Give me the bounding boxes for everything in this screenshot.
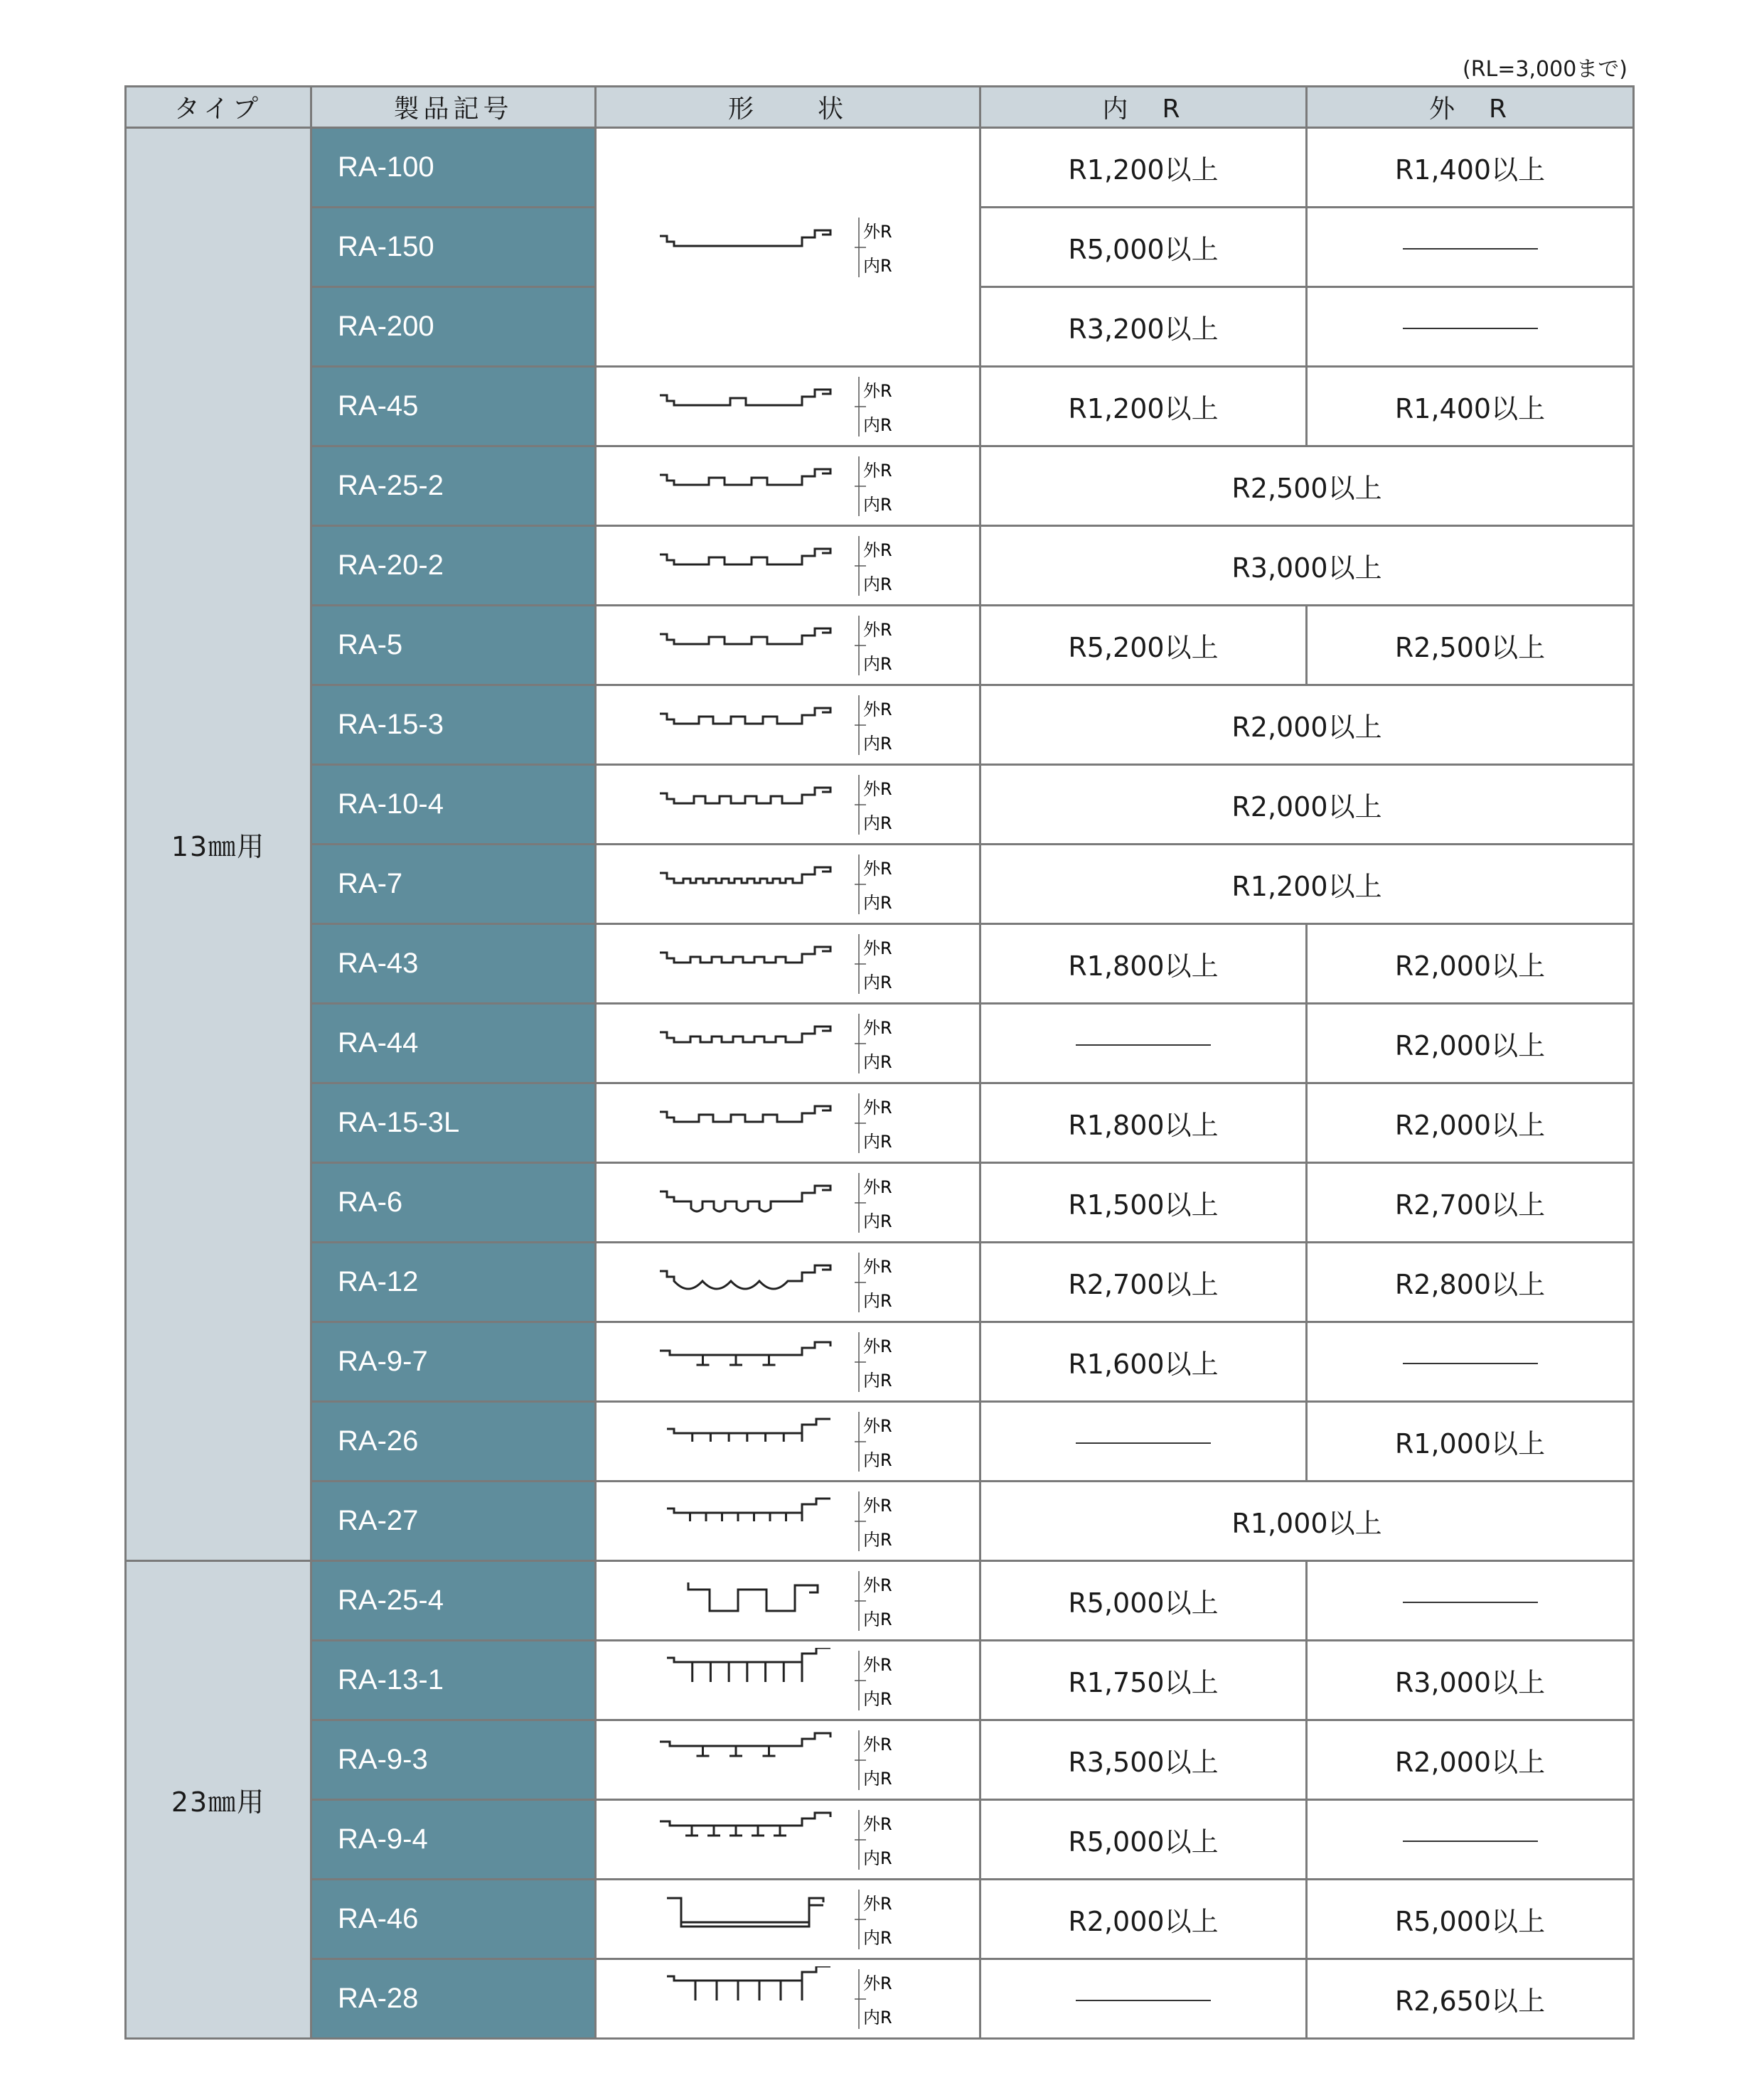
inner-r-label: 内R xyxy=(863,1609,892,1629)
outer-r-value xyxy=(1307,208,1634,287)
table-row xyxy=(126,685,1634,765)
product-code: RA-20-2 xyxy=(311,526,596,606)
outer-r-label: 外R xyxy=(863,619,892,640)
inner-r-value: R1,800以上 xyxy=(980,924,1307,1004)
product-code: RA-5 xyxy=(311,606,596,685)
profile-line xyxy=(667,1966,830,2000)
header-type: タイプ xyxy=(126,87,311,128)
product-code: RA-44 xyxy=(311,1004,596,1083)
profile-line xyxy=(660,549,830,564)
inner-r-label: 内R xyxy=(863,1211,892,1231)
outer-r-value xyxy=(1307,1561,1634,1641)
profile-line xyxy=(667,1419,830,1442)
profile-line xyxy=(660,1733,830,1756)
product-code: RA-6 xyxy=(311,1163,596,1243)
inner-r-value: R1,200以上 xyxy=(980,367,1307,446)
profile-line xyxy=(660,1186,830,1211)
profile-shape xyxy=(653,215,923,280)
not-applicable-dash xyxy=(1076,1044,1211,1046)
profile-line xyxy=(660,628,830,644)
inner-r-label: 内R xyxy=(863,1529,892,1550)
shape-cell xyxy=(596,924,980,1004)
outer-r-label: 外R xyxy=(863,1734,892,1755)
inner-r-label: 内R xyxy=(863,574,892,594)
outer-r-value: R3,000以上 xyxy=(1307,1641,1634,1720)
profile-line xyxy=(660,947,830,963)
profile-shape xyxy=(653,1011,923,1076)
inner-r-label: 内R xyxy=(863,972,892,992)
profile-line xyxy=(660,1027,830,1042)
inner-r-value: R5,000以上 xyxy=(980,1800,1307,1880)
product-code: RA-9-3 xyxy=(311,1720,596,1800)
not-applicable-dash xyxy=(1403,328,1538,329)
not-applicable-dash xyxy=(1076,2000,1211,2001)
shape-cell xyxy=(596,1482,980,1561)
outer-r-label: 外R xyxy=(863,1495,892,1516)
table-row xyxy=(126,1243,1634,1322)
header-row xyxy=(126,87,1634,128)
profile-shape xyxy=(653,1250,923,1315)
profile-shape xyxy=(653,1648,923,1713)
product-code: RA-25-4 xyxy=(311,1561,596,1641)
inner-r-value: R1,600以上 xyxy=(980,1322,1307,1402)
table-row xyxy=(126,1163,1634,1243)
shape-cell xyxy=(596,845,980,924)
profile-shape xyxy=(653,1489,923,1554)
not-applicable-dash xyxy=(1403,248,1538,250)
shape-cell xyxy=(596,765,980,845)
outer-r-value: R5,000以上 xyxy=(1307,1880,1634,1959)
outer-r-value: R2,500以上 xyxy=(1307,606,1634,685)
product-code: RA-43 xyxy=(311,924,596,1004)
shape-cell xyxy=(596,526,980,606)
profile-line xyxy=(660,390,830,405)
outer-r-value xyxy=(1307,287,1634,367)
profile-shape xyxy=(653,692,923,758)
inner-r-label: 内R xyxy=(863,1927,892,1948)
shape-cell xyxy=(596,1402,980,1482)
product-table xyxy=(124,85,1635,2040)
product-code: RA-13-1 xyxy=(311,1641,596,1720)
table-row xyxy=(126,606,1634,685)
product-code: RA-100 xyxy=(311,128,596,208)
profile-shape xyxy=(653,1091,923,1156)
table-row xyxy=(126,367,1634,446)
outer-r-label: 外R xyxy=(863,1177,892,1197)
profile-line xyxy=(660,1265,830,1289)
type-cell: 23㎜用 xyxy=(126,1561,311,2039)
outer-r-label: 外R xyxy=(863,221,892,242)
profile-shape xyxy=(653,613,923,678)
outer-r-label: 外R xyxy=(863,1893,892,1914)
header-code: 製品記号 xyxy=(311,87,596,128)
inner-r-label: 内R xyxy=(863,892,892,913)
inner-r-label: 内R xyxy=(863,414,892,435)
header-outer-r: 外 R xyxy=(1307,87,1634,128)
outer-r-value: R2,000以上 xyxy=(1307,1083,1634,1163)
profile-line xyxy=(660,1342,830,1365)
inner-r-label: 内R xyxy=(863,1688,892,1709)
outer-r-label: 外R xyxy=(863,699,892,719)
combined-r-value: R2,000以上 xyxy=(980,685,1634,765)
outer-r-label: 外R xyxy=(863,540,892,560)
inner-r-label: 内R xyxy=(863,1848,892,1868)
table-row xyxy=(126,1322,1634,1402)
shape-cell xyxy=(596,1243,980,1322)
shape-cell xyxy=(596,1720,980,1800)
inner-r-label: 内R xyxy=(863,653,892,674)
outer-r-value: R1,400以上 xyxy=(1307,128,1634,208)
outer-r-value: R2,000以上 xyxy=(1307,1720,1634,1800)
outer-r-value xyxy=(1307,1322,1634,1402)
shape-cell xyxy=(596,446,980,526)
product-code: RA-12 xyxy=(311,1243,596,1322)
combined-r-value: R1,000以上 xyxy=(980,1482,1634,1561)
inner-r-value: R5,000以上 xyxy=(980,1561,1307,1641)
shape-cell xyxy=(596,1800,980,1880)
table-row xyxy=(126,765,1634,845)
shape-cell xyxy=(596,606,980,685)
product-code: RA-15-3 xyxy=(311,685,596,765)
profile-shape xyxy=(653,1568,923,1634)
product-code: RA-46 xyxy=(311,1880,596,1959)
outer-r-label: 外R xyxy=(863,1814,892,1834)
shape-cell xyxy=(596,1561,980,1641)
profile-shape xyxy=(653,1409,923,1474)
range-note: (RL=3,000まで) xyxy=(1463,57,1627,82)
profile-line xyxy=(660,469,830,485)
profile-shape xyxy=(653,1329,923,1395)
product-code: RA-15-3L xyxy=(311,1083,596,1163)
outer-r-label: 外R xyxy=(863,1973,892,1993)
product-code: RA-9-4 xyxy=(311,1800,596,1880)
table-row xyxy=(126,1880,1634,1959)
table-row xyxy=(126,1959,1634,2039)
outer-r-value xyxy=(1307,1800,1634,1880)
profile-line xyxy=(660,867,830,883)
shape-cell xyxy=(596,685,980,765)
shape-cell xyxy=(596,1959,980,2039)
outer-r-label: 外R xyxy=(863,1654,892,1675)
table-row xyxy=(126,446,1634,526)
inner-r-label: 内R xyxy=(863,1051,892,1072)
outer-r-label: 外R xyxy=(863,1097,892,1118)
product-code: RA-150 xyxy=(311,208,596,287)
combined-r-value: R2,500以上 xyxy=(980,446,1634,526)
combined-r-value: R1,200以上 xyxy=(980,845,1634,924)
inner-r-label: 内R xyxy=(863,255,892,276)
inner-r-label: 内R xyxy=(863,1450,892,1470)
profile-shape xyxy=(653,1887,923,1952)
combined-r-value: R3,000以上 xyxy=(980,526,1634,606)
inner-r-label: 内R xyxy=(863,1290,892,1311)
inner-r-value: R5,200以上 xyxy=(980,606,1307,685)
profile-shape xyxy=(653,1170,923,1236)
outer-r-label: 外R xyxy=(863,858,892,879)
inner-r-label: 内R xyxy=(863,1370,892,1391)
shape-cell xyxy=(596,128,980,367)
outer-r-value: R2,650以上 xyxy=(1307,1959,1634,2039)
outer-r-label: 外R xyxy=(863,1336,892,1356)
shape-cell xyxy=(596,1163,980,1243)
shape-cell xyxy=(596,1004,980,1083)
outer-r-label: 外R xyxy=(863,1017,892,1038)
outer-r-value: R2,000以上 xyxy=(1307,1004,1634,1083)
inner-r-value: R5,000以上 xyxy=(980,208,1307,287)
product-code: RA-200 xyxy=(311,287,596,367)
table-row xyxy=(126,128,1634,208)
outer-r-label: 外R xyxy=(863,1575,892,1595)
table-row xyxy=(126,1641,1634,1720)
profile-line xyxy=(660,1106,830,1122)
table-row xyxy=(126,526,1634,606)
table-row xyxy=(126,1720,1634,1800)
profile-shape xyxy=(653,852,923,917)
not-applicable-dash xyxy=(1403,1602,1538,1603)
table-row xyxy=(126,1561,1634,1641)
product-code: RA-10-4 xyxy=(311,765,596,845)
shape-cell xyxy=(596,1083,980,1163)
profile-shape xyxy=(653,1727,923,1793)
outer-r-label: 外R xyxy=(863,938,892,958)
shape-cell xyxy=(596,1641,980,1720)
profile-line xyxy=(688,1582,818,1611)
inner-r-value xyxy=(980,1402,1307,1482)
inner-r-value: R3,200以上 xyxy=(980,287,1307,367)
not-applicable-dash xyxy=(1403,1363,1538,1364)
profile-line xyxy=(660,708,830,724)
product-code: RA-27 xyxy=(311,1482,596,1561)
outer-r-label: 外R xyxy=(863,1256,892,1277)
profile-shape xyxy=(653,1807,923,1873)
outer-r-value: R2,800以上 xyxy=(1307,1243,1634,1322)
product-code: RA-9-7 xyxy=(311,1322,596,1402)
header-shape: 形 状 xyxy=(596,87,980,128)
inner-r-value xyxy=(980,1959,1307,2039)
inner-r-value: R3,500以上 xyxy=(980,1720,1307,1800)
profile-shape xyxy=(653,533,923,599)
shape-cell xyxy=(596,1322,980,1402)
profile-shape xyxy=(653,931,923,997)
profile-shape xyxy=(653,1966,923,2032)
combined-r-value: R2,000以上 xyxy=(980,765,1634,845)
outer-r-value: R1,000以上 xyxy=(1307,1402,1634,1482)
not-applicable-dash xyxy=(1076,1442,1211,1444)
outer-r-value: R1,400以上 xyxy=(1307,367,1634,446)
profile-line xyxy=(667,1898,823,1927)
product-code: RA-25-2 xyxy=(311,446,596,526)
table-row xyxy=(126,1402,1634,1482)
table-row xyxy=(126,1004,1634,1083)
inner-r-value: R2,000以上 xyxy=(980,1880,1307,1959)
table-row xyxy=(126,1800,1634,1880)
outer-r-value: R2,700以上 xyxy=(1307,1163,1634,1243)
inner-r-value: R1,800以上 xyxy=(980,1083,1307,1163)
inner-r-value: R1,750以上 xyxy=(980,1641,1307,1720)
outer-r-label: 外R xyxy=(863,778,892,799)
outer-r-label: 外R xyxy=(863,460,892,481)
table-row xyxy=(126,924,1634,1004)
inner-r-value: R1,500以上 xyxy=(980,1163,1307,1243)
outer-r-value: R2,000以上 xyxy=(1307,924,1634,1004)
inner-r-value: R1,200以上 xyxy=(980,128,1307,208)
product-code: RA-7 xyxy=(311,845,596,924)
profile-line xyxy=(660,788,830,803)
inner-r-value xyxy=(980,1004,1307,1083)
product-code: RA-45 xyxy=(311,367,596,446)
inner-r-value: R2,700以上 xyxy=(980,1243,1307,1322)
shape-cell xyxy=(596,367,980,446)
inner-r-label: 内R xyxy=(863,2007,892,2027)
table-row xyxy=(126,1482,1634,1561)
inner-r-label: 内R xyxy=(863,494,892,515)
profile-shape xyxy=(653,772,923,837)
outer-r-label: 外R xyxy=(863,380,892,401)
table-row xyxy=(126,1083,1634,1163)
outer-r-label: 外R xyxy=(863,1415,892,1436)
product-code: RA-26 xyxy=(311,1402,596,1482)
header-inner-r: 内 R xyxy=(980,87,1307,128)
inner-r-label: 内R xyxy=(863,733,892,754)
inner-r-label: 内R xyxy=(863,1768,892,1789)
profile-line xyxy=(660,230,830,246)
shape-cell xyxy=(596,1880,980,1959)
inner-r-label: 内R xyxy=(863,813,892,833)
product-code: RA-28 xyxy=(311,1959,596,2039)
profile-line xyxy=(667,1499,830,1521)
type-cell: 13㎜用 xyxy=(126,128,311,1561)
profile-shape xyxy=(653,454,923,519)
profile-line xyxy=(667,1648,830,1682)
table-row xyxy=(126,845,1634,924)
profile-shape xyxy=(653,374,923,439)
profile-line xyxy=(660,1813,830,1836)
inner-r-label: 内R xyxy=(863,1131,892,1152)
not-applicable-dash xyxy=(1403,1841,1538,1842)
